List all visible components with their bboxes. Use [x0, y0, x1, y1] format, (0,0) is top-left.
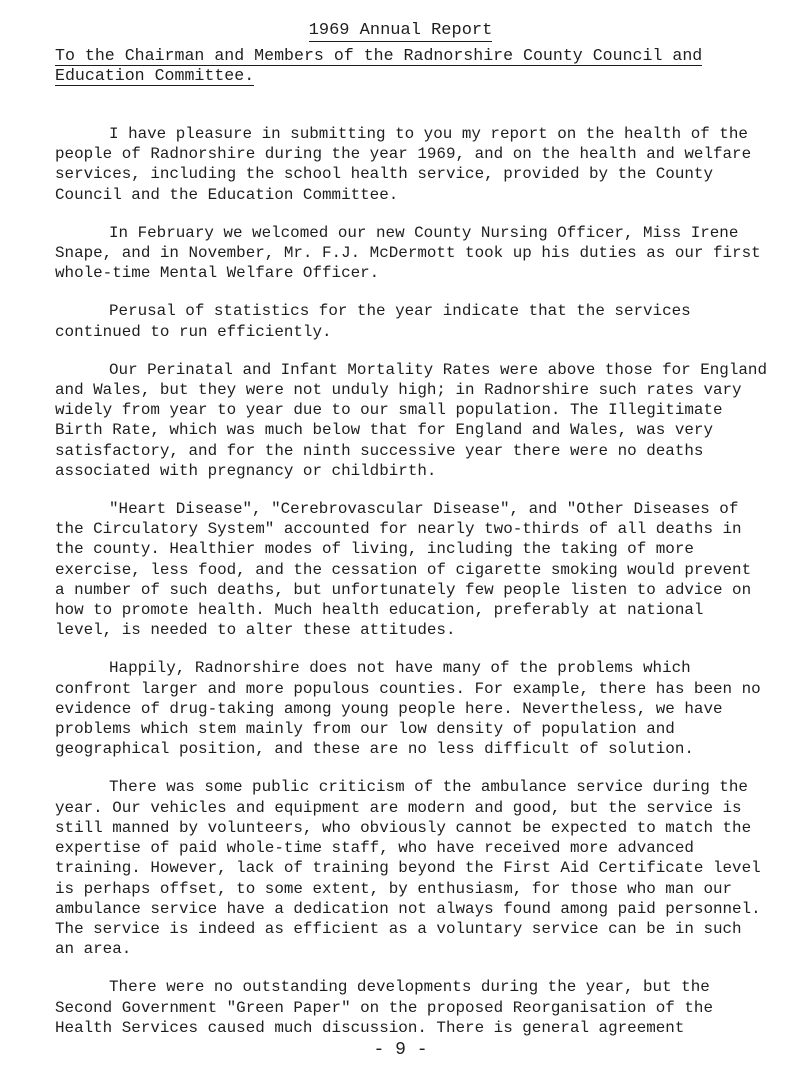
- report-body: [55, 124, 767, 1056]
- paragraph-intro: I have pleasure in submitting to you my report on the health of the people of Radnorshire during the year 1969, and on the health and welfare services, including the school health service, provided by the County Council and the Education Committee.: [55, 125, 752, 204]
- paragraph-problems: Happily, Radnorshire does not have many of the problems which confront larger and more populous counties. For example, there has been no evidence of drug-taking among young people here. Nevertheless, we have problems which stem mainly from our low density of population and geographical position, and these are no less difficult of solution.: [55, 659, 761, 759]
- salutation-line-1: To the Chairman and Members of the Radnorshire County Council and: [55, 46, 703, 65]
- paragraph-ambulance: There was some public criticism of the ambulance service during the year. Our vehicles and equipment are modern and good, but the service is still manned by volunteers, who obviously cannot be expected to match the expertise of paid whole-time staff, who have received more advanced training. However, lack of training beyond the First Aid Certificate level is perhaps offset, to some extent, by enthusiasm, for those who man our ambulance service have a dedication not always found among paid personnel. The service is indeed as efficient as a voluntary service can be in such an area.: [55, 778, 761, 959]
- paragraph-developments: There were no outstanding developments during the year, but the Second Government "Green Paper" on the proposed Reorganisation of the Health Services caused much discussion. There is general agreement: [55, 978, 713, 1037]
- paragraph-staff: In February we welcomed our new County Nursing Officer, Miss Irene Snape, and in November, Mr. F.J. McDermott took up his duties as our first whole-time Mental Welfare Officer.: [55, 223, 761, 283]
- page-number: - 9 -: [373, 1040, 428, 1060]
- paragraph-heart-disease: "Heart Disease", "Cerebrovascular Disease", and "Other Diseases of the Circulatory System" accounted for nearly two-thirds of all deaths in the county. Healthier modes of living, including the taking of more exercise, less food, and the cessation of cigarette smoking would prevent a number of such deaths, but unfortunately few people listen to advice on how to promote health. Much health education, preferably at national level, is needed to alter these attitudes.: [55, 500, 752, 640]
- salutation-line-2: Education Committee.: [55, 66, 255, 85]
- report-title-text: 1969 Annual Report: [308, 21, 493, 40]
- paragraph-statistics: Perusal of statistics for the year indicate that the services continued to run efficiently.: [55, 302, 691, 341]
- paragraph-mortality: Our Perinatal and Infant Mortality Rates were above those for England and Wales, but they were not unduly high; in Radnorshire such rates vary widely from year to year due to our small population. The Illegitimate Birth Rate, which was much below that for England and Wales, was very satisfactory, and for the ninth successive year there were no deaths associated with pregnancy or childbirth.: [55, 360, 767, 480]
- report-title: [0, 20, 801, 42]
- salutation: [55, 46, 755, 86]
